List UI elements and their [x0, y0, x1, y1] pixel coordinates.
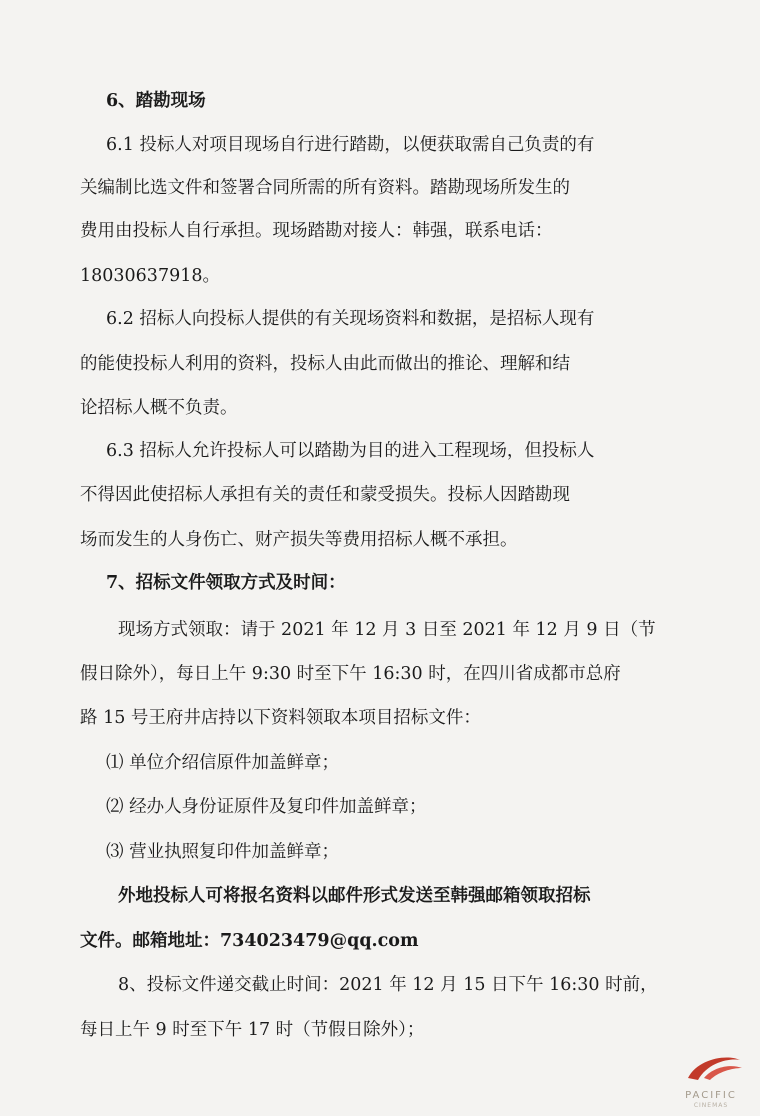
email-line: 文件。邮箱地址：734023479@qq.com [80, 931, 419, 951]
paragraph-line: 6.2 招标人向投标人提供的有关现场资料和数据，是招标人现有 [106, 309, 595, 329]
logo-name: PACIFIC [685, 1090, 737, 1101]
list-item: ⑵ 经办人身份证原件及复印件加盖鲜章； [106, 797, 427, 817]
paragraph-line: 现场方式领取：请于 2021 年 12 月 3 日至 2021 年 12 月 9 日（节 [118, 620, 656, 640]
heading-site-survey: 6、踏勘现场 [106, 91, 206, 111]
heading-tender-docs: 7、招标文件领取方式及时间： [106, 573, 346, 593]
list-item: ⑶ 营业执照复印件加盖鲜章； [106, 842, 340, 862]
paragraph-line: 路 15 号王府井店持以下资料领取本项目招标文件： [80, 708, 481, 728]
paragraph-line: 关编制比选文件和签署合同所需的所有资料。踏勘现场所发生的 [80, 178, 570, 198]
paragraph-line: 外地投标人可将报名资料以邮件形式发送至韩强邮箱领取招标 [118, 886, 591, 906]
paragraph-line: 18030637918。 [80, 266, 220, 286]
paragraph-line: 假日除外），每日上午 9:30 时至下午 16:30 时，在四川省成都市总府 [80, 664, 621, 684]
paragraph-line: 场而发生的人身伤亡、财产损失等费用招标人概不承担。 [80, 530, 518, 550]
list-item: ⑴ 单位介绍信原件加盖鲜章； [106, 753, 340, 773]
paragraph-line: 不得因此使招标人承担有关的责任和蒙受损失。投标人因踏勘现 [80, 485, 570, 505]
pacific-cinemas-logo [668, 1050, 754, 1112]
paragraph-line: 每日上午 9 时至下午 17 时（节假日除外）； [80, 1020, 425, 1040]
heading-deadline: 8、投标文件递交截止时间：2021 年 12 月 15 日下午 16:30 时前， [118, 975, 658, 995]
paragraph-line: 的能使投标人利用的资料，投标人由此而做出的推论、理解和结 [80, 354, 570, 374]
paragraph-line: 6.3 招标人允许投标人可以踏勘为目的进入工程现场，但投标人 [106, 441, 595, 461]
paragraph-line: 费用由投标人自行承担。现场踏勘对接人：韩强，联系电话： [80, 221, 553, 241]
paragraph-line: 6.1 投标人对项目现场自行进行踏勘，以便获取需自己负责的有 [106, 135, 595, 155]
logo-subname: CINEMAS [693, 1102, 729, 1109]
paragraph-line: 论招标人概不负责。 [80, 398, 238, 418]
pacific-swoosh-icon [668, 1050, 754, 1090]
